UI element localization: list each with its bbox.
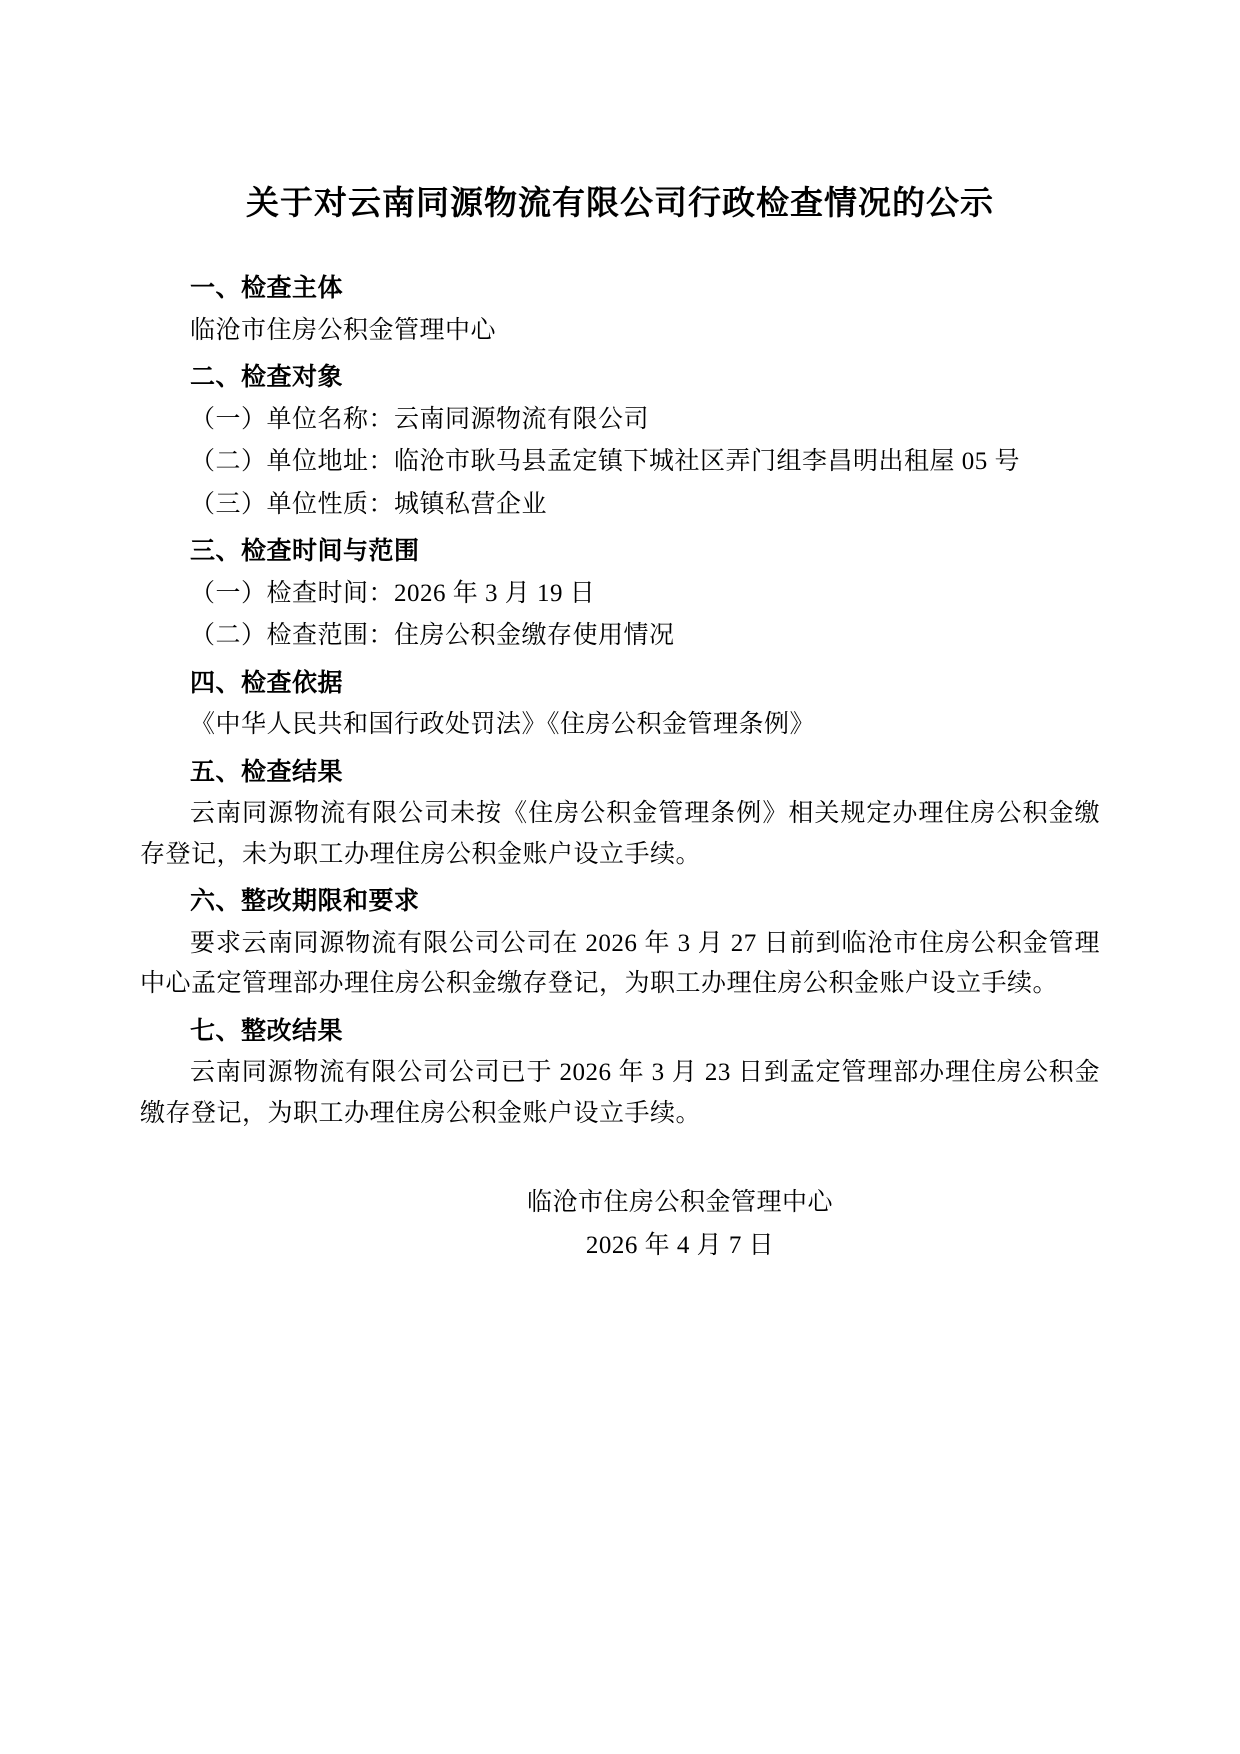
section-4-paragraph-1: 《中华人民共和国行政处罚法》《住房公积金管理条例》	[190, 711, 816, 739]
section-7-paragraph-1: 云南同源物流有限公司公司已于 2026 年 3 月 23 日到孟定管理部办理住房公积金缴存登记，为职工办理住房公积金账户设立手续。	[140, 1059, 1100, 1127]
section-heading-3: 三、检查时间与范围	[190, 537, 420, 566]
section-heading-4: 四、检查依据	[190, 668, 344, 697]
section-2-paragraph-1: （一）单位名称：云南同源物流有限公司	[190, 405, 650, 433]
signature-date: 2026 年 4 月 7 日	[585, 1231, 775, 1259]
signature-block	[140, 1182, 1100, 1267]
section-heading-6: 六、整改期限和要求	[190, 887, 420, 916]
section-5-paragraph-1: 云南同源物流有限公司未按《住房公积金管理条例》相关规定办理住房公积金缴存登记，未为职工办理住房公积金账户设立手续。	[140, 800, 1100, 868]
section-heading-5: 五、检查结果	[190, 757, 344, 786]
section-2-paragraph-3: （三）单位性质：城镇私营企业	[190, 490, 548, 518]
section-3-paragraph-1: （一）检查时间：2026 年 3 月 19 日	[190, 579, 596, 607]
section-heading-1: 一、检查主体	[190, 274, 344, 303]
section-6-paragraph-1: 要求云南同源物流有限公司公司在 2026 年 3 月 27 日前到临沧市住房公积金管理中心孟定管理部办理住房公积金缴存登记，为职工办理住房公积金账户设立手续。	[140, 929, 1100, 998]
page-title: 关于对云南同源物流有限公司行政检查情况的公示	[246, 184, 994, 221]
section-3-paragraph-2: （二）检查范围：住房公积金缴存使用情况	[190, 622, 675, 650]
section-heading-7: 七、整改结果	[190, 1016, 344, 1045]
section-2-paragraph-2: （二）单位地址：临沧市耿马县孟定镇下城社区弄门组李昌明出租屋 05 号	[190, 448, 1021, 476]
section-heading-2: 二、检查对象	[190, 363, 344, 392]
signature-organization: 临沧市住房公积金管理中心	[526, 1189, 833, 1217]
section-1-paragraph-1: 临沧市住房公积金管理中心	[190, 316, 497, 344]
